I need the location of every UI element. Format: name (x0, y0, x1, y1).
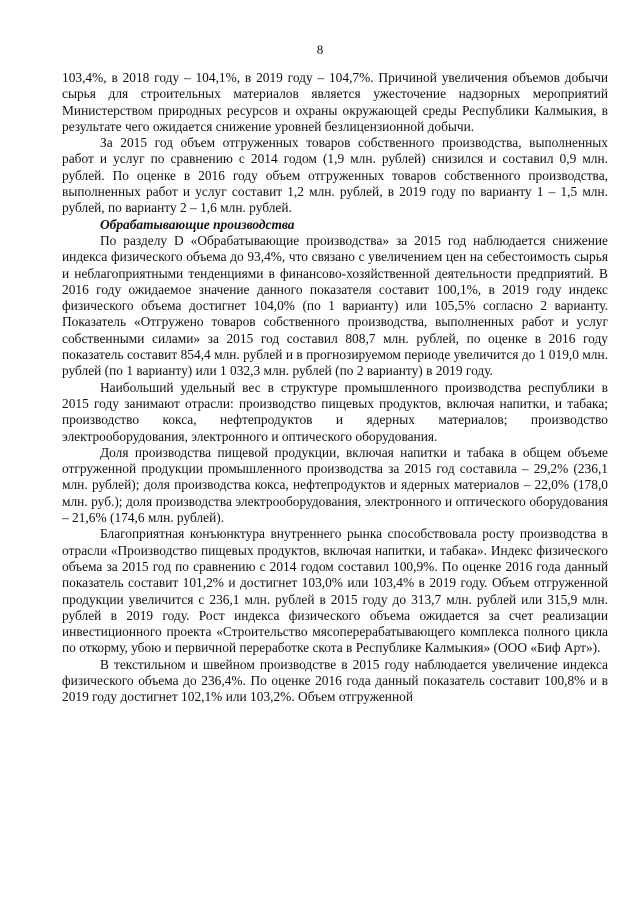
paragraph-mining-shipped-goods: За 2015 год объем отгруженных товаров собственного производства, выполненных работ и услуг по сравнению с 2014 годом (1,9 млн. рублей) снизился и составил 0,9 млн. рублей. По оценке в 2016 году объем отгруженных товаров собственного производства, выполненных работ и услуг составит 1,2 млн. рублей, в 2019 году по варианту 1 – 1,5 млн. рублей, по варианту 2 – 1,6 млн. рублей. (62, 135, 608, 216)
section-heading-manufacturing: Обрабатывающие производства (100, 216, 295, 232)
paragraph-industry-structure: Наибольший удельный вес в структуре промышленного производства республики в 2015 году занимают отрасли: производство пищевых продуктов, включая напитки, и табака; производство кокса, нефтепродуктов и ядерных материалов; производство электрооборудования, электронного и оптического оборудования. (62, 379, 608, 444)
paragraph-mining-continuation: 103,4%, в 2018 году – 104,1%, в 2019 году – 104,7%. Причиной увеличения объемов добычи сырья для строительных материалов является ужесточение надзорных мероприятий Министерством природных ресурсов и охраны окружающей среды Республики Калмыкия, в результате чего ожидается снижение уровней безлицензионной добычи. (62, 70, 608, 134)
paragraph-industry-shares: Доля производства пищевой продукции, включая напитки и табака в общем объеме отгруженной продукции промышленного производства за 2015 год составила – 29,2% (236,1 млн. рублей); доля производства кокса, нефтепродуктов и ядерных материалов – 22,0% (178,0 млн. руб.); доля производства электрооборудования, электронного и оптического оборудования – 21,6% (174,6 млн. рублей). (62, 444, 608, 526)
paragraph-textile-production: В текстильном и швейном производстве в 2015 году наблюдается увеличение индекса физического объема до 236,4%. По оценке 2016 года данный показатель составит 100,8% и в 2019 году достигнет 102,1% или 103,2%. Объем отгруженной (62, 656, 608, 705)
page-number: 8 (316, 42, 324, 57)
paragraph-food-production: Благоприятная конъюнктура внутреннего рынка способствовала росту производства в отрасли «Производство пищевых продуктов, включая напитки, и табака». Индекс физического объема за 2015 год по сравнению с 2014 годом составил 100,9%. По оценке 2016 года данный показатель составит 101,2% и достигнет 103,0% или 103,4% в 2019 году. Объем отгруженной продукции увеличится с 236,1 млн. рублей в 2015 году до 313,7 млн. рублей или 315,9 млн. рублей в 2019 году. Рост индекса физического объема ожидается за счет реализации инвестиционного проекта «Строительство мясоперерабатывающего комплекса полного цикла по откорму, убою и первичной переработке скота в Республике Калмыкия» (ООО «Биф Арт»). (62, 526, 608, 656)
document-body (62, 70, 608, 706)
paragraph-manufacturing-index: По разделу D «Обрабатывающие производства» за 2015 год наблюдается снижение индекса физического объема до 93,4%, что связано с увеличением цен на себестоимость сырья и неблагоприятными тенденциями в финансово-хозяйственной деятельности предприятий. В 2016 году ожидаемое значение данного показателя составит 100,1%, в 2019 году индекс физического объема достигнет 104,0% (по 1 варианту) или 105,5% согласно 2 варианту. Показатель «Отгружено товаров собственного производства, выполненных работ и услуг собственными силами» за 2015 год составил 808,7 млн. рублей, по оценке в 2016 году показатель составит 854,4 млн. рублей и в прогнозируемом периоде увеличится до 1 019,0 млн. рублей (по 1 варианту) или 1 032,3 млн. рублей (по 2 варианту) в 2019 году. (62, 232, 608, 379)
